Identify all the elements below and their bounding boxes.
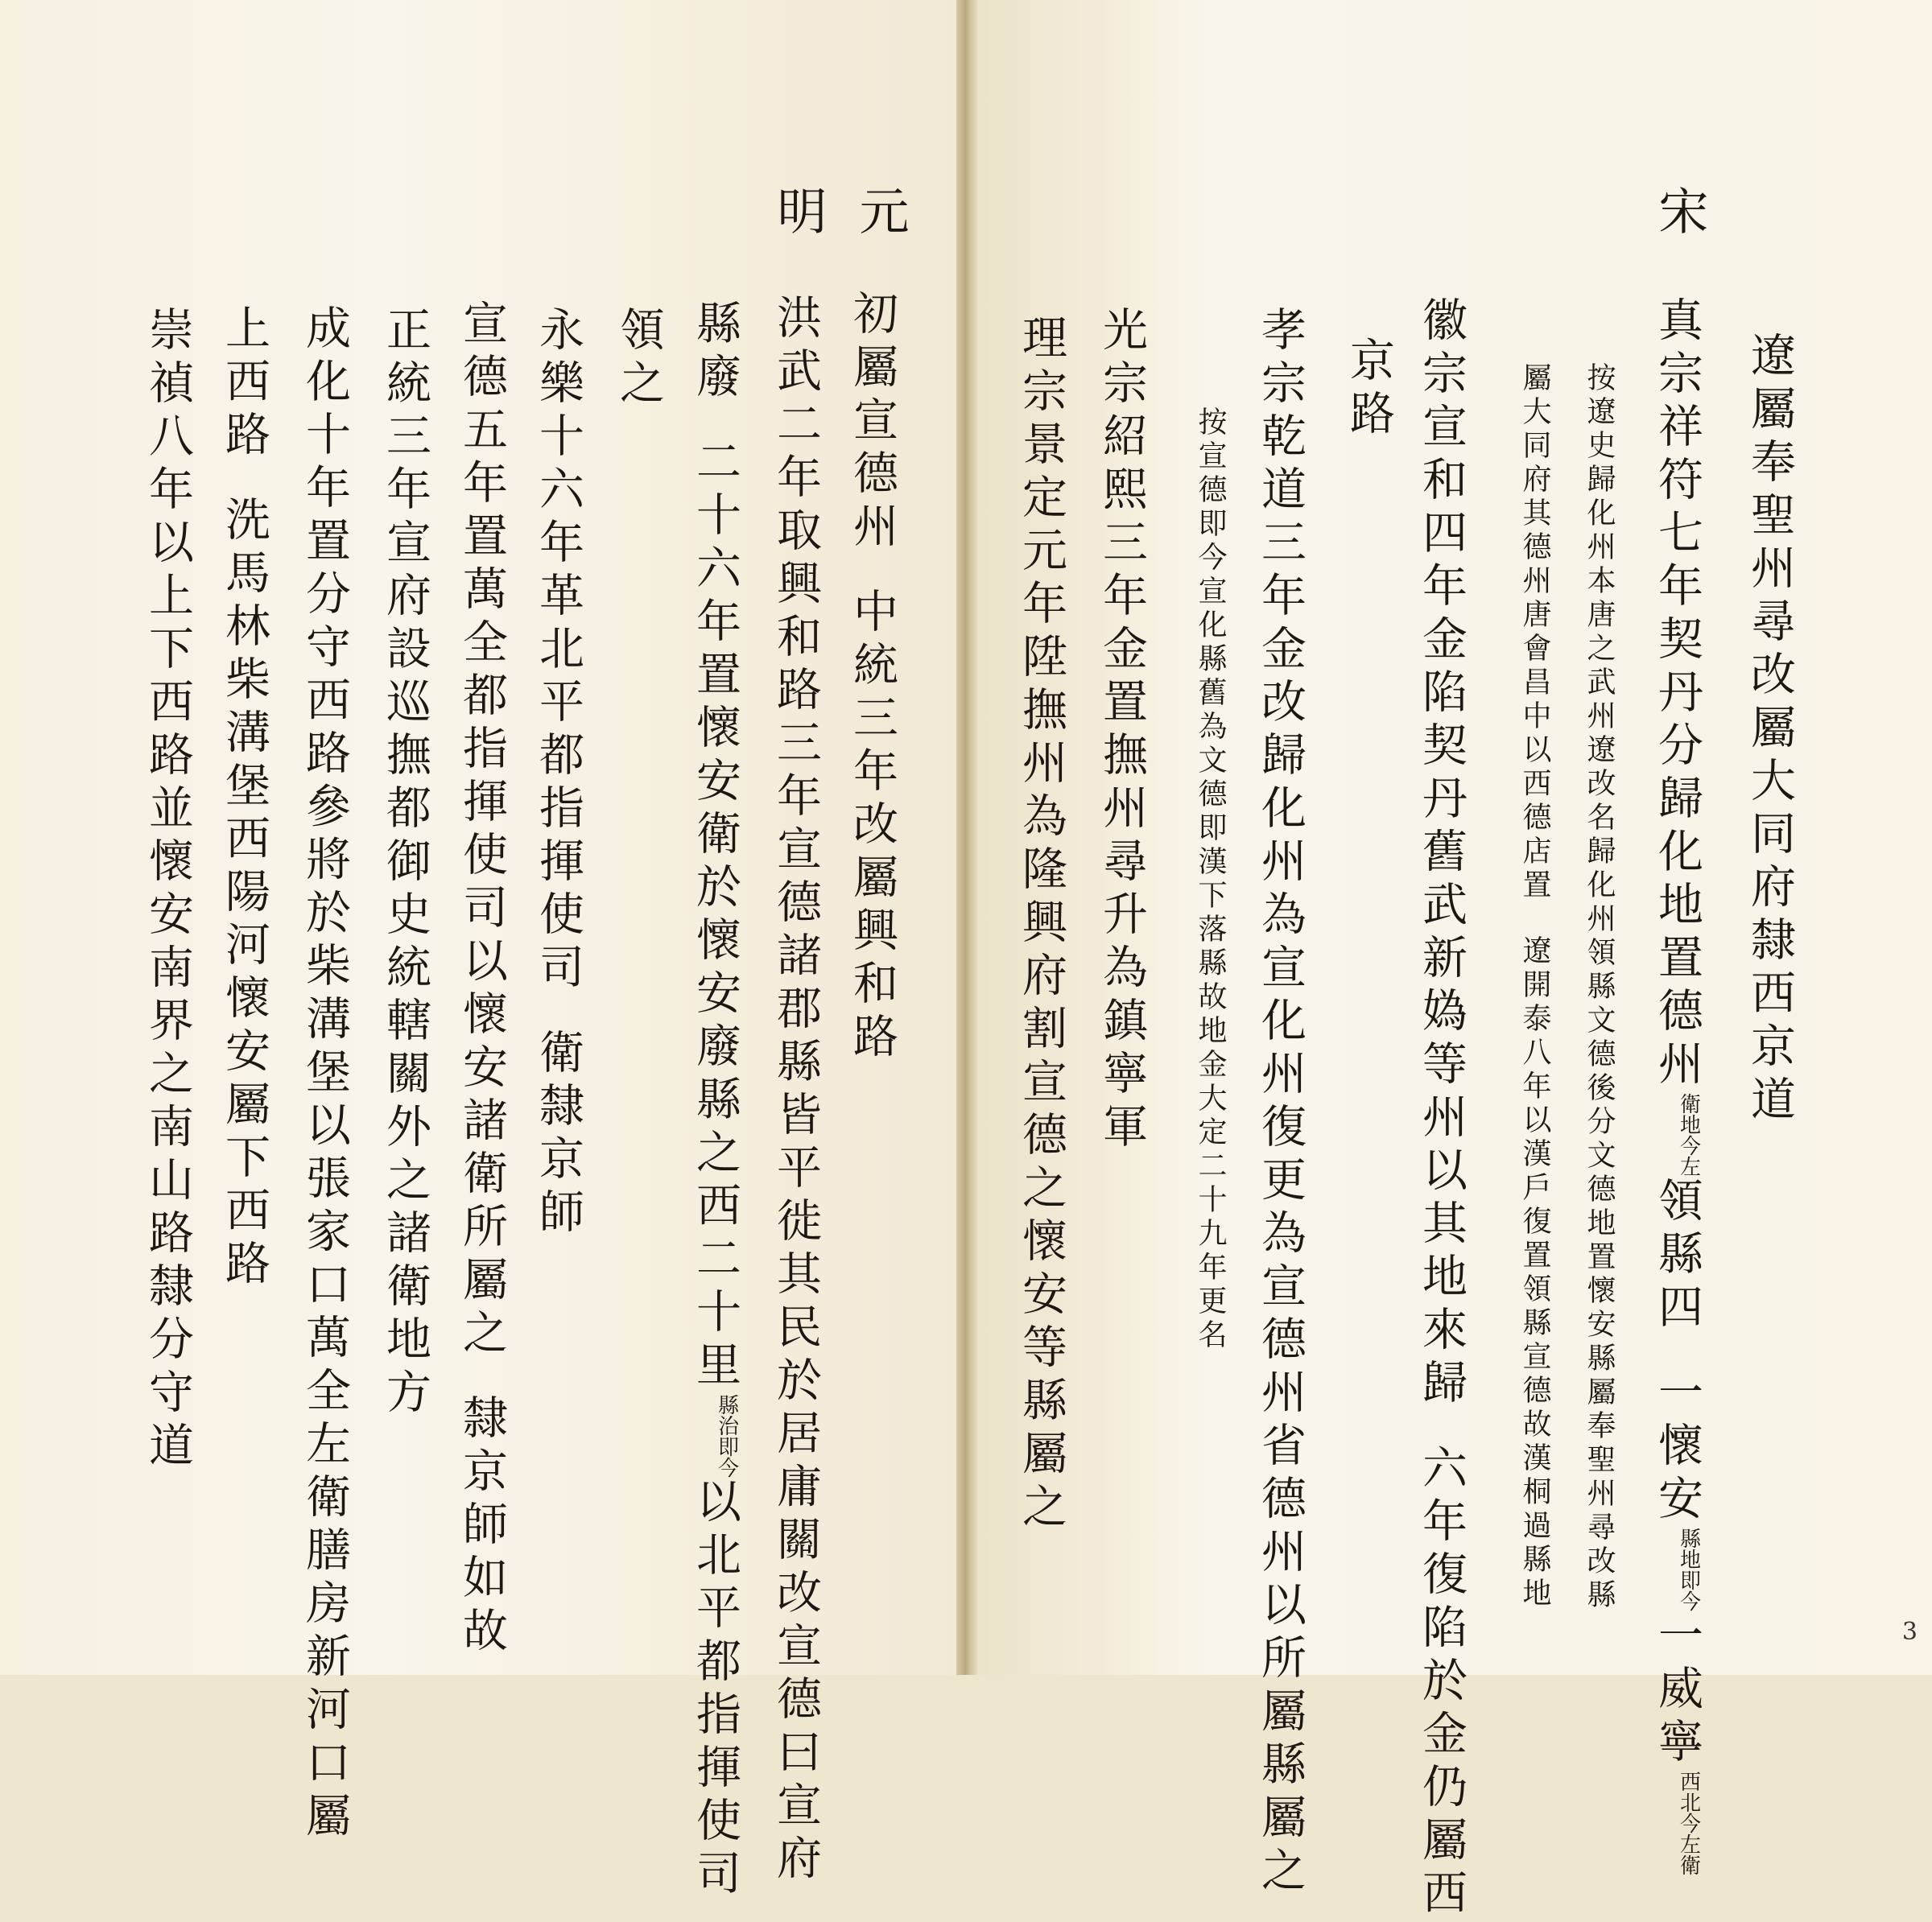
column-text: 洗馬林柴溝堡西陽河懷安屬下西路 xyxy=(218,496,270,1293)
column-text: 領縣四 xyxy=(1651,1177,1703,1336)
column-text: 理宗景定元年陞撫州為隆興府割宣德之懷安等縣屬之 xyxy=(1015,314,1067,1536)
text-column-16 xyxy=(456,299,508,1660)
text-column-11 xyxy=(846,290,898,1066)
inline-note xyxy=(1678,1771,1699,1875)
inline-note-line: 即今 xyxy=(1676,1569,1701,1611)
inline-note xyxy=(1678,1528,1699,1611)
text-column-18 xyxy=(299,304,351,1845)
text-column-1 xyxy=(1744,332,1796,1128)
inline-note-line: 即今 xyxy=(714,1436,739,1478)
text-column-9 xyxy=(1096,306,1148,1156)
column-text: 永樂十六年革北平都指揮使司 xyxy=(532,306,584,996)
inline-note xyxy=(716,1394,737,1478)
column-text: 崇禎八年以上下西路並懷安南界之南山路隸分守道 xyxy=(142,306,194,1474)
column-text: 按宣德即今宣化縣舊為文德即漢下落縣故地金大定二十九年更名 xyxy=(1194,406,1227,1353)
text-column-17 xyxy=(379,306,431,1421)
column-text: 遼開泰八年以漢戶復置領縣宣德故漢桐過縣地 xyxy=(1518,935,1551,1611)
column-text: 六年復陷於金仍屬西 xyxy=(1415,1444,1468,1922)
inline-note-line: 衛地 xyxy=(1676,1093,1701,1135)
annotation-column-4 xyxy=(1520,362,1549,1611)
column-text: 真宗祥符七年契丹分歸化地置德州 xyxy=(1651,296,1703,1093)
column-text: 成化十年置分守西路參將於柴溝堡以張家口萬全左衛膳房新河口屬 xyxy=(299,304,351,1845)
heading-ming xyxy=(769,185,828,243)
text-column-19 xyxy=(218,304,270,1293)
heading-text: 元 xyxy=(851,185,910,243)
heading-text: 宋 xyxy=(1650,185,1709,243)
inline-note-line: 縣治 xyxy=(714,1394,739,1436)
inline-note-line: 西北 xyxy=(1676,1771,1701,1813)
text-column-12 xyxy=(770,294,822,1887)
column-text: 中統三年改屬興和路 xyxy=(846,588,898,1066)
text-column-2 xyxy=(1651,296,1703,1875)
column-text: 孝宗乾道三年金改歸化州為宣化州復更為宣德州省德州以所屬縣屬之 xyxy=(1254,306,1307,1899)
text-column-6 xyxy=(1343,336,1395,443)
column-text: 按遼史歸化州本唐之武州遼改名歸化州領縣文德後分文德地置懷安縣屬奉聖州尋改縣 xyxy=(1583,362,1616,1613)
book-gutter xyxy=(956,0,977,1675)
column-text: 京路 xyxy=(1343,336,1395,443)
column-text: 徽宗宣和四年金陷契丹舊武新媯等州以其地來歸 xyxy=(1415,296,1468,1412)
column-text: 一懷安 xyxy=(1651,1368,1703,1528)
column-text: 屬大同府其德州唐會昌中以西德店置 xyxy=(1518,362,1551,903)
column-text: 上西路 xyxy=(218,304,270,464)
text-column-20 xyxy=(142,306,194,1474)
column-text: 正統三年宣府設巡撫都御史統轄關外之諸衛地方 xyxy=(379,306,431,1421)
column-text: 光宗紹熙三年金置撫州尋升為鎮寧軍 xyxy=(1096,306,1148,1156)
annotation-column-3 xyxy=(1583,362,1616,1613)
column-text: 二十六年置懷安衛於懷安廢縣之西二十里 xyxy=(689,438,741,1394)
column-text: 初屬宣德州 xyxy=(846,290,898,555)
heading-yuan xyxy=(851,185,910,243)
text-column-14 xyxy=(613,306,665,412)
text-column-7 xyxy=(1254,306,1307,1899)
column-text: 一威寧 xyxy=(1651,1611,1703,1771)
column-text: 隸京師如故 xyxy=(456,1394,508,1660)
column-text: 衛隸京師 xyxy=(532,1029,584,1241)
column-text: 遼屬奉聖州尋改屬大同府隸西京道 xyxy=(1744,332,1796,1128)
inline-note-line: 今左 xyxy=(1676,1135,1701,1177)
heading-song xyxy=(1650,185,1709,243)
inline-note-line: 今左衛 xyxy=(1676,1813,1701,1875)
column-text: 領之 xyxy=(613,306,665,412)
text-column-5 xyxy=(1415,296,1468,1922)
annotation-column-8 xyxy=(1194,406,1227,1353)
column-text: 以北平都指揮使司 xyxy=(689,1478,741,1903)
text-column-10 xyxy=(1015,314,1067,1536)
heading-text: 明 xyxy=(769,185,828,243)
text-column-15 xyxy=(532,306,584,1241)
page-number: 3 xyxy=(1901,1618,1918,1646)
inline-note xyxy=(1678,1093,1699,1177)
column-text: 宣德五年置萬全都指揮使司以懷安諸衛所屬之 xyxy=(456,299,508,1362)
inline-note-line: 縣地 xyxy=(1676,1528,1701,1569)
text-column-13 xyxy=(689,299,741,1903)
column-text: 洪武二年取興和路三年宣德諸郡縣皆平徙其民於居庸關改宣德曰宣府 xyxy=(770,294,822,1887)
column-text: 縣廢 xyxy=(689,299,741,406)
